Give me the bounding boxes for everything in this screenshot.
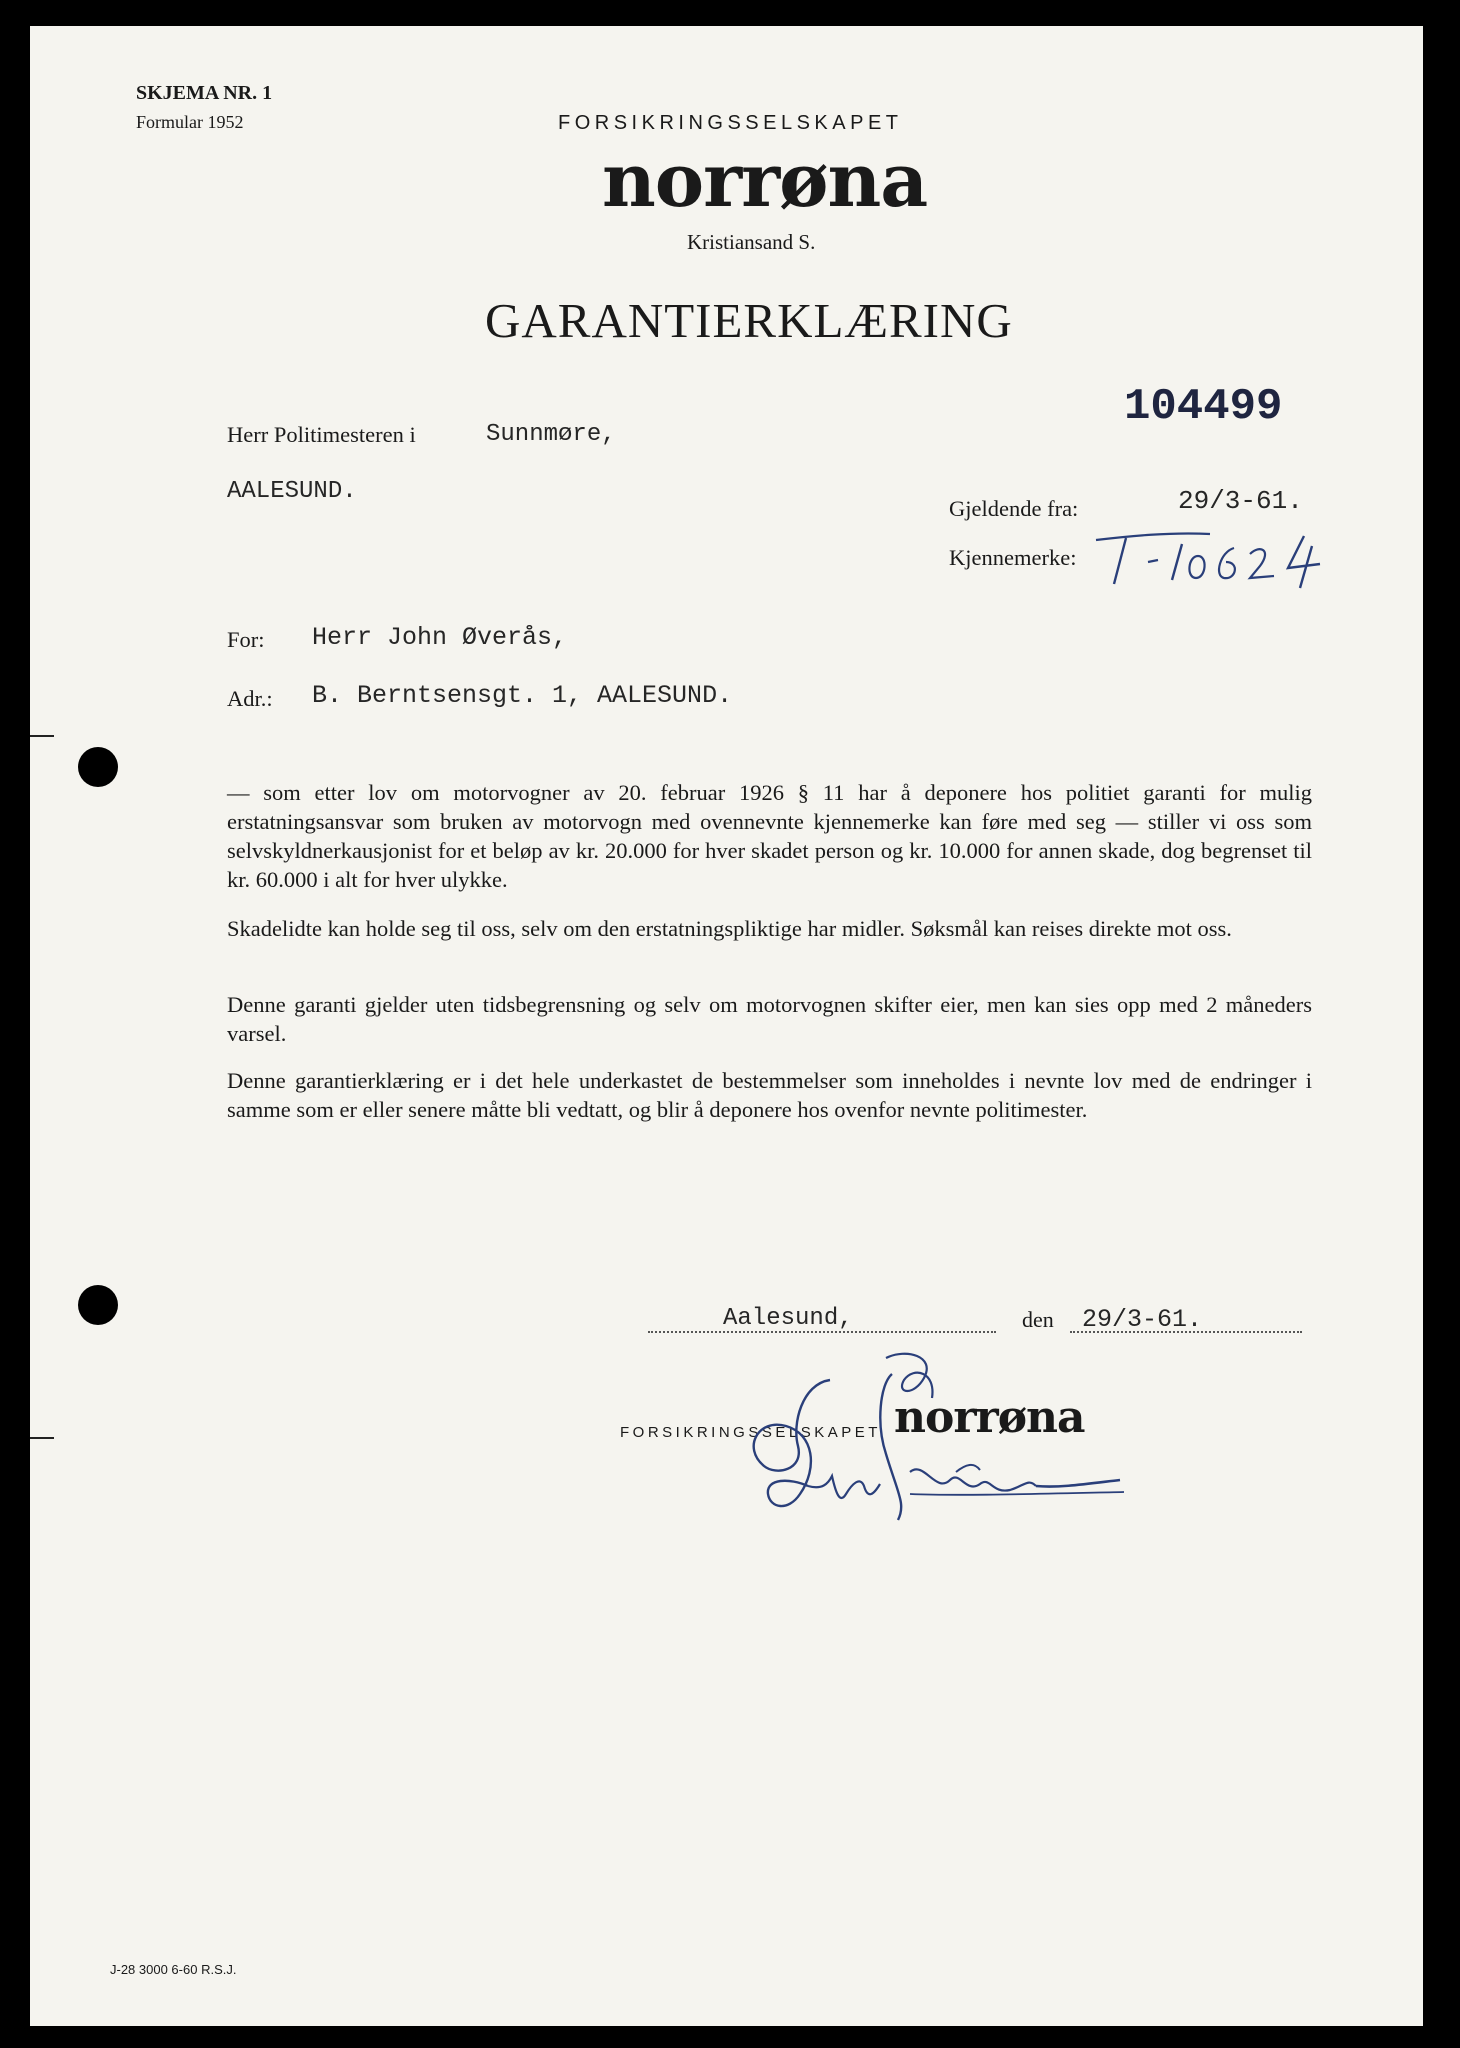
handwritten-signature <box>710 1344 1130 1544</box>
form-year: Formular 1952 <box>136 112 244 132</box>
plate-handwriting-svg <box>1090 522 1350 592</box>
form-id: SKJEMA NR. 1 <box>136 82 273 104</box>
document-page <box>30 26 1423 2026</box>
paragraph-validity: Denne garanti gjelder uten tidsbegrensning og selv om motorvognen skifter eier, men kan sies opp med 2 måneders varsel. <box>227 992 1312 1046</box>
valid-from-value: 29/3-61. <box>1178 486 1303 516</box>
recipient-city: AALESUND. <box>227 478 357 505</box>
den-label: den <box>1022 1307 1054 1332</box>
document-number: 104499 <box>1124 382 1283 432</box>
punch-hole-bottom <box>78 1285 118 1325</box>
recipient-label: Herr Politimesteren i <box>227 422 416 447</box>
company-logo: norrøna <box>602 138 928 224</box>
page-title: GARANTIERKLÆRING <box>485 293 1013 348</box>
signature-company-logo: norrøna <box>894 1392 1085 1443</box>
paragraph-legal: Denne garantierklæring er i det hele underkastet de bestemmelser som inneholdes i nevnte lov med de endringer i samme som er eller senere måtte bli vedtatt, og blir å deponere hos ovenfor nevnte politimester. <box>227 1068 1312 1122</box>
for-value: Herr John Øverås, <box>312 623 568 652</box>
punch-hole-top <box>78 747 118 787</box>
print-code: J-28 3000 6-60 R.S.J. <box>110 1962 237 1977</box>
address-label: Adr.: <box>227 686 273 711</box>
margin-tick-top <box>30 735 54 737</box>
company-prefix: FORSIKRINGSSELSKAPET <box>558 112 903 134</box>
margin-tick-bottom <box>30 1437 54 1439</box>
signature-place: Aalesund, <box>723 1305 853 1332</box>
recipient-district: Sunnmøre, <box>486 421 616 448</box>
plate-handwritten <box>1090 522 1350 592</box>
signature-date: 29/3-61. <box>1082 1305 1203 1334</box>
for-label: For: <box>227 627 265 652</box>
plate-label: Kjennemerke: <box>949 545 1077 570</box>
valid-from-label: Gjeldende fra: <box>949 496 1079 521</box>
paragraph-claimant: Skadelidte kan holde seg til oss, selv om den erstatningspliktige har midler. Søksmål kan reises direkte mot oss. <box>227 916 1232 941</box>
address-value: B. Berntsensgt. 1, AALESUND. <box>312 681 733 710</box>
paragraph-guarantee: — som etter lov om motorvogner av 20. februar 1926 § 11 har å deponere hos politiet garanti for mulig erstatningsansvar som bruken av motorvogn med ovennevnte kjennemerke kan føre med seg — stiller vi oss som selvskyldnerkausjonist for et beløp av kr. 20.000 for hver skadet person og kr. 10.000 for annen skade, dog begrenset til kr. 60.000 i alt for hver ulykke. <box>227 780 1312 892</box>
signature-company-prefix: FORSIKRINGSSELSKAPET <box>620 1424 881 1441</box>
company-city: Kristiansand S. <box>687 230 816 254</box>
